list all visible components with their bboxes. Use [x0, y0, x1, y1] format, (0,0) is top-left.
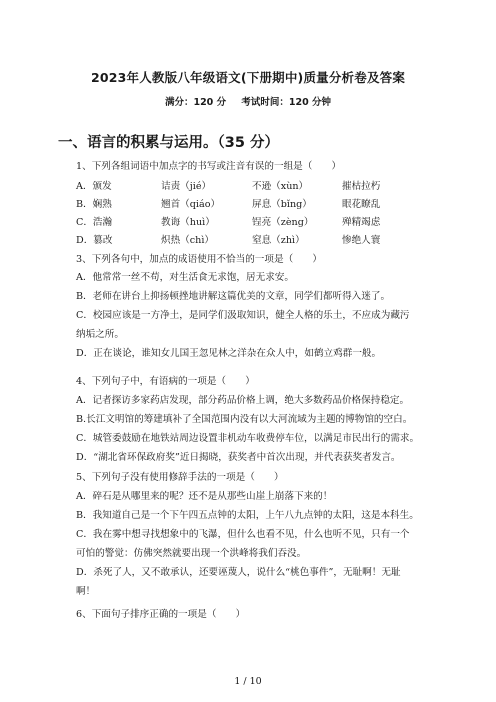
q1-option-a-word3: 不逊（xùn）	[252, 181, 309, 192]
q5-option-b: B．我知道自己是一个下午四五点钟的太阳，上午八九点钟的太阳，这是本科生。	[76, 510, 419, 521]
q3-option-a: A．他常常一丝不苟，对生活食无求饱，居无求安。	[76, 272, 294, 283]
q1-option-b-word3: 屏息（bǐng）	[252, 199, 312, 210]
exam-time: 考试时间：120 分钟	[241, 97, 332, 108]
q5-option-d-line2: 啊！	[76, 586, 96, 597]
exam-info	[0, 94, 496, 108]
page-number: 1 / 10	[234, 676, 262, 687]
q1-option-c-word3: 锃亮（zèng）	[252, 217, 314, 228]
q4-option-d: D．“湖北省环保政府奖”近日揭晓，获奖者中首次出现，并代表获奖者发言。	[76, 452, 401, 463]
question-6-stem: 6、下面句子排序正确的一项是（ ）	[76, 609, 246, 620]
q1-option-b-word1: B．娴熟	[76, 199, 112, 210]
question-3-stem: 3、下列各句中，加点的成语使用不恰当的一项是（ ）	[76, 254, 322, 265]
q5-option-c-line2: 可怕的警觉：仿佛突然就要出现一个洪峰将我们吞没。	[76, 548, 307, 559]
question-5-stem: 5、下列句子没有使用修辞手法的一项是（ ）	[76, 472, 284, 483]
q1-option-c-word2: 教诲（huì）	[161, 217, 215, 228]
q5-option-a: A．碎石是从哪里来的呢？还不是从那些山崖上崩落下来的！	[76, 491, 333, 502]
q4-option-c: C．城管委鼓励在地铁站周边设置非机动车收费停车位，以满足市民出行的需求。	[76, 433, 420, 444]
q1-option-d-word4: 惨绝人寰	[342, 235, 381, 246]
question-1-stem: 1、下列各组词语中加点字的书写或注音有误的一组是（ ）	[76, 161, 342, 172]
q3-option-c-line1: C．校园应该是一方净土，是同学们汲取知识，健全人格的乐土，不应成为藏污	[76, 310, 410, 321]
q1-option-a-word1: A．颁发	[76, 181, 112, 192]
q4-option-a: A．记者探访多家药店发现，部分药品价格上调，绝大多数药品价格保持稳定。	[76, 395, 410, 406]
q1-option-d-word2: 炽热（chì）	[161, 235, 214, 246]
q1-option-d-word3: 窒息（zhì）	[252, 235, 305, 246]
q5-option-c-line1: C．我在雾中想寻找想象中的飞瀑，但什么也看不见，什么也听不见，只有一个	[76, 529, 410, 540]
question-4-stem: 4、下列句子中，有语病的一项是（ ）	[76, 376, 255, 387]
q1-option-a-word4: 摧枯拉朽	[342, 181, 381, 192]
q1-option-b-word4: 眼花瞭乱	[342, 199, 381, 210]
q3-option-b: B．老师在讲台上抑扬顿挫地讲解这篇优美的文章，同学们都听得入迷了。	[76, 291, 391, 302]
q1-option-d-word1: D．篡改	[76, 235, 113, 246]
q1-option-a-word2: 诘责（jié）	[161, 181, 212, 192]
q1-option-b-word2: 翘首（qiáo）	[161, 199, 221, 210]
q1-option-c-word1: C．浩瀚	[76, 217, 113, 228]
document-title: 2023年人教版八年级语文(下册期中)质量分析卷及答案	[90, 70, 406, 85]
q4-option-b: B.长江文明馆的筹建填补了全国范围内没有以大河流域为主题的博物馆的空白。	[76, 414, 413, 425]
q3-option-d: D．正在谈论，谁知女儿国王忽见林之洋杂在众人中，如鹤立鸡群一般。	[76, 348, 382, 359]
q5-option-d-line1: D．杀死了人，又不敢承认，还要诬蔑人，说什么“桃色事件”，无耻啊！无耻	[76, 567, 401, 578]
section-heading: 一、语言的积累与运用。（35 分）	[58, 135, 279, 151]
q1-option-c-word4: 殚精竭虑	[342, 217, 381, 228]
q3-option-c-line2: 纳垢之所。	[76, 329, 124, 340]
total-score: 满分：120 分	[164, 97, 227, 108]
